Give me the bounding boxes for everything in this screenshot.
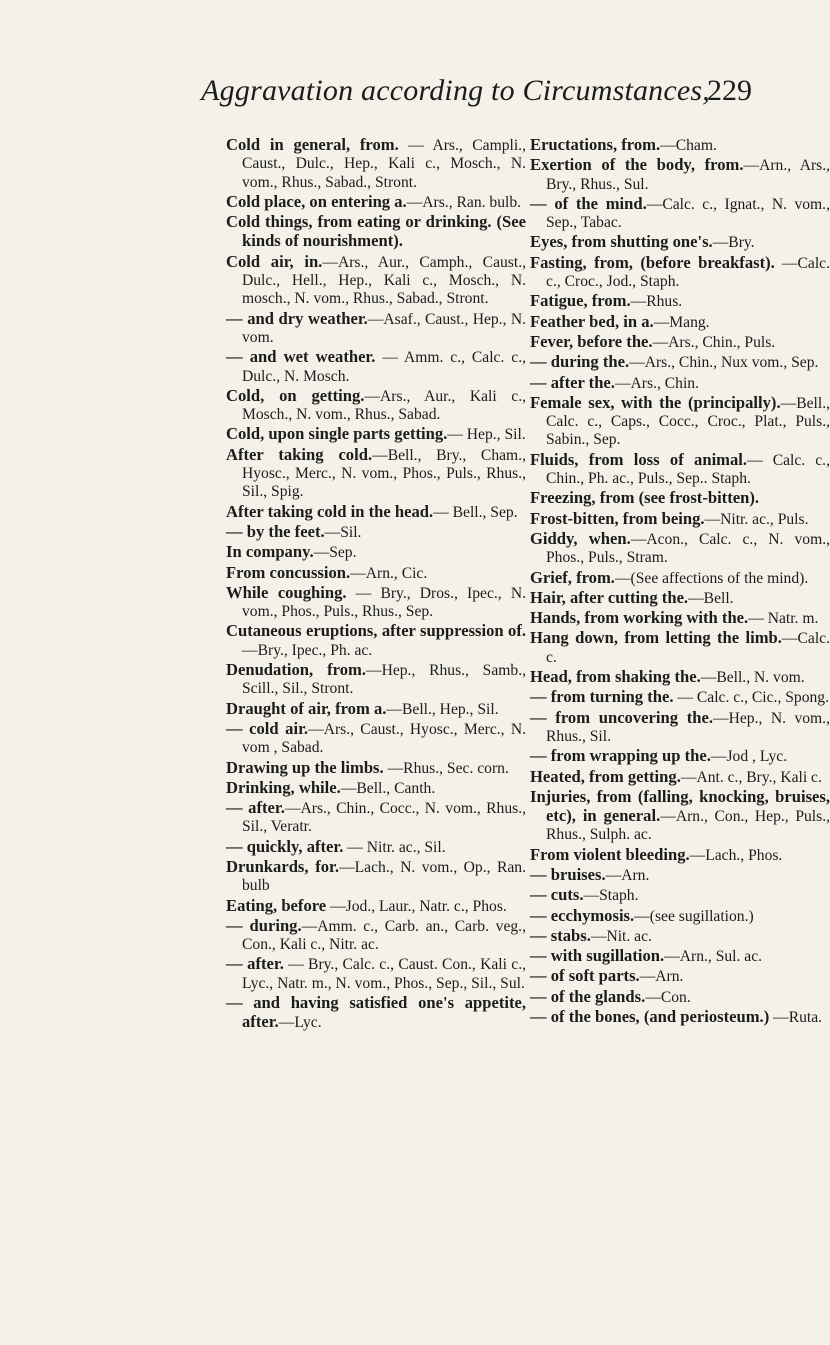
rubric-entry [530,451,830,489]
rubric-heading: Fasting, from, (before breakfast). [530,252,775,272]
remedy-list: —Rhus. [630,293,683,311]
rubric-heading: Fatigue, from. [530,291,631,311]
rubric-entry [226,955,526,993]
remedy-list: — Calc. c., Cic., Spong. [673,689,830,707]
rubric-heading: Female sex, with the (principally). [530,392,781,412]
rubric-entry [530,136,830,155]
rubric-heading: Drinking, while. [226,777,341,797]
rubric-heading: Feather bed, in a. [530,311,654,331]
rubric-entry [226,917,526,955]
rubric-entry [530,530,830,568]
remedy-list: —Ars., Chin., Cocc., N. vom., Rhus., Sil., Veratr. [242,800,526,836]
remedy-list: —Jod , Lyc. [710,748,788,766]
remedy-list: —Calc. c., Croc., Jod., Staph. [546,254,830,291]
rubric-entry [530,846,830,865]
rubric-entry [530,668,830,687]
rubric-heading: — and having satisfied one's appetite, after. [226,993,526,1032]
page-header [0,74,790,134]
rubric-heading: Cold in general, from. [226,135,399,154]
rubric-heading: Drawing up the limbs. [226,757,384,777]
remedy-list: —Lach., Phos. [689,846,783,864]
remedy-list: —Arn. [605,866,650,884]
rubric-entry [226,799,526,837]
rubric-entry [530,788,830,845]
rubric-entry [226,543,526,562]
remedy-list: —Ars., Ran. bulb. [406,193,522,211]
rubric-entry [530,1008,830,1027]
rubric-entry [530,156,830,194]
rubric-entry [226,700,526,719]
rubric-entry [226,858,526,896]
remedy-list: —Bell., Bry., Cham., Hyosc., Merc., N. vom., Phos., Puls., Rhus., Sil., Spig. [242,446,526,501]
remedy-list: — Natr. m. [748,610,819,628]
rubric-heading: — with sugillation. [530,946,665,966]
rubric-entry [530,688,830,707]
rubric-heading: — of the mind. [530,193,647,213]
remedy-list: —Sep. [313,544,357,562]
rubric-entry [530,988,830,1007]
rubric-entry [226,348,526,386]
rubric-heading: Cold place, on entering a. [226,191,407,211]
remedy-list: —Bell. [688,589,734,607]
remedy-list: —Hep., Rhus., Samb., Scill., Sil., Stront. [242,662,526,698]
rubric-heading: — of soft parts. [530,966,640,986]
rubric-entry [530,709,830,747]
rubric-entry [226,897,526,916]
rubric-heading: Head, from shaking the. [530,667,701,687]
rubric-entry [530,967,830,986]
rubric-entry [530,629,830,667]
remedy-list: —(see sugillation.) [634,907,754,925]
rubric-heading: Drunkards, for. [226,856,340,876]
rubric-heading: Cutaneous eruptions, after suppression of. [226,621,526,641]
remedy-list: — Hep., Sil. [447,426,526,444]
rubric-entry [226,759,526,778]
rubric-entry [226,838,526,857]
rubric-entry [530,233,830,252]
remedy-list: —Bell., Calc. c., Caps., Cocc., Croc., Plat., Puls., Sabin., Sep. [546,394,830,449]
remedy-list: —Bry., Ipec., Ph. ac. [242,641,373,659]
rubric-entry [226,720,526,758]
remedy-list: —Acon., Calc. c., N. vom., Phos., Puls., Stram. [546,530,830,567]
rubric-entry [530,394,830,450]
remedy-list: —Arn., Ars., Bry., Rhus., Sul. [546,157,830,193]
rubric-heading: Heated, from getting. [530,766,681,786]
rubric-entry [226,779,526,798]
rubric-heading: — after the. [530,372,615,392]
rubric-entry [226,387,526,425]
rubric-heading: Eructations, from. [530,135,661,154]
remedy-list: —Asaf., Caust., Hep., N. vom. [242,310,526,346]
remedy-list: —Staph. [583,887,639,905]
rubric-entry [226,213,526,252]
rubric-heading: In company. [226,542,314,562]
rubric-heading: — quickly, after. [226,836,344,856]
remedy-list: —Bell., Canth. [340,779,436,797]
rubric-heading: Cold, on getting. [226,385,365,405]
rubric-heading: — cuts. [530,885,584,905]
remedy-list: — Bry., Dros., Ipec., N. vom., Phos., Puls., Rhus., Sep. [242,584,526,621]
rubric-entry [530,254,830,292]
rubric-entry [530,886,830,905]
rubric-heading: Denudation, from. [226,660,366,680]
rubric-heading: — and wet weather. [226,347,376,367]
rubric-entry [530,374,830,393]
rubric-heading: After taking cold in the head. [226,501,434,521]
rubric-heading: — of the bones, (and periosteum.) [530,1007,770,1027]
remedy-list: —Bry. [712,234,755,252]
remedy-list: — Ars., Campli., Caust., Dulc., Hep., Kali c., Mosch., N. vom., Rhus., Sabad., Stront. [242,137,526,191]
remedy-list: —Arn. [639,968,684,986]
rubric-heading: — after. [226,798,285,818]
remedy-list: —Lach., N. vom., Op., Ran. bulb [242,858,527,895]
rubric-entry [530,609,830,628]
rubric-entry [226,193,526,212]
rubric-entry [530,195,830,233]
remedy-list: — Nitr. ac., Sil. [343,838,446,856]
rubric-entry [530,768,830,787]
rubric-heading: — cold air. [226,718,309,738]
rubric-heading: Cold, upon single parts getting. [226,424,448,444]
remedy-list: —Lyc. [278,1014,322,1032]
rubric-heading: — by the feet. [226,521,325,541]
rubric-entry [530,292,830,311]
running-title: Aggravation according to Circumstances, [201,74,710,107]
rubric-heading: — ecchymosis. [530,905,635,925]
rubric-heading: — during. [226,915,302,935]
rubric-entry [530,510,830,529]
rubric-entry [530,866,830,885]
rubric-heading: — and dry weather. [226,308,368,328]
rubric-heading: Giddy, when. [530,528,631,548]
rubric-heading: Frost-bitten, from being. [530,508,705,528]
rubric-heading: Grief, from. [530,567,615,587]
rubric-entry [530,589,830,608]
rubric-heading: Eyes, from shutting one's. [530,232,713,252]
remedy-list: —Bell., Hep., Sil. [386,700,499,718]
rubric-entry [530,333,830,352]
remedy-list: —Arn., Sul. ac. [664,948,763,966]
rubric-entry [226,446,526,502]
rubric-entry [530,907,830,926]
remedy-list: —Ant. c., Bry., Kali c. [680,768,822,786]
rubric-heading: Eating, before [226,895,327,915]
rubric-heading: After taking cold. [226,444,373,464]
remedy-list: —Jod., Laur., Natr. c., Phos. [326,897,507,915]
remedy-list: —Ruta. [769,1009,823,1027]
remedy-list: — Bry., Calc. c., Caust. Con., Kali c., Lyc., Natr. m., N. vom., Phos., Sep., Sil., Sul. [242,956,526,992]
remedy-list: —Hep., N. vom., Rhus., Sil. [546,709,830,745]
rubric-entry [226,523,526,542]
remedy-list: —Sil. [324,523,362,541]
right-column [530,136,830,1028]
rubric-heading: Injuries, from (falling, knocking, bruises, etc), in general. [530,786,830,826]
rubric-heading: Freezing, from (see frost-bitten). [530,488,760,508]
rubric-heading: From violent bleeding. [530,844,690,864]
rubric-entry [530,569,830,588]
rubric-heading: Cold things, from eating or drinking. (See kinds of nourishment). [226,212,526,251]
rubric-entry [226,503,526,522]
rubric-heading: While coughing. [226,582,347,602]
remedy-list: —Cham. [660,137,717,154]
remedy-list: —(See affections of the mind). [614,569,809,587]
remedy-list: —Nitr. ac., Puls. [704,510,809,528]
rubric-entry [530,747,830,766]
remedy-list: — Calc. c., Chin., Ph. ac., Puls., Sep.. Staph. [546,451,830,488]
rubric-heading: Exertion of the body, from. [530,155,744,175]
rubric-entry [530,353,830,372]
rubric-heading: From concussion. [226,562,351,582]
rubric-heading: — from turning the. [530,687,674,707]
left-column [226,136,526,1034]
rubric-heading: Fever, before the. [530,331,653,351]
rubric-heading: — bruises. [530,864,606,884]
rubric-heading: Hands, from working with the. [530,608,749,628]
rubric-heading: — after. [226,954,284,974]
remedy-list: —Ars., Chin., Puls. [652,333,776,351]
remedy-list: —Nit. ac. [590,927,652,945]
rubric-entry [226,253,526,309]
remedy-list: — Bell., Sep. [433,503,518,521]
rubric-entry [530,489,830,508]
remedy-list: —Con. [645,988,691,1006]
rubric-entry [530,313,830,332]
rubric-entry [226,584,526,622]
rubric-heading: Hair, after cutting the. [530,587,689,607]
remedy-list: —Ars., Chin., Nux vom., Sep. [629,354,819,372]
remedy-list: — Amm. c., Calc. c., Dulc., N. Mosch. [242,349,526,385]
rubric-heading: — from uncovering the. [530,707,713,727]
rubric-entry [530,927,830,946]
remedy-list: —Calc. c., Ignat., N. vom., Sep., Tabac. [546,195,830,232]
rubric-heading: Hang down, from letting the limb. [530,628,782,648]
rubric-entry [226,310,526,348]
rubric-heading: — of the glands. [530,986,646,1006]
remedy-list: —Mang. [653,313,710,331]
rubric-entry [226,136,526,192]
remedy-list: —Bell., N. vom. [700,669,805,687]
rubric-entry [226,622,526,660]
remedy-list: —Amm. c., Carb. an., Carb. veg., Con., Kali c., Nitr. ac. [242,917,526,954]
remedy-list: —Arn., Cic. [350,564,428,582]
rubric-entry [530,947,830,966]
page-number: 229 [707,74,752,107]
rubric-heading: Cold air, in. [226,251,323,271]
remedy-list: —Rhus., Sec. corn. [383,759,509,777]
rubric-entry [226,564,526,583]
remedy-list: —Arn., Con., Hep., Puls., Rhus., Sulph. ac. [546,808,830,844]
remedy-list: —Calc. c. [546,630,830,666]
rubric-entry [226,425,526,444]
rubric-heading: Fluids, from loss of animal. [530,449,748,469]
remedy-list: —Ars., Caust., Hyosc., Merc., N. vom , Sabad. [242,720,526,757]
remedy-list: —Ars., Chin. [614,374,699,392]
rubric-heading: — stabs. [530,925,591,945]
remedy-list: —Ars., Aur., Kali c., Mosch., N. vom., Rhus., Sabad. [242,387,526,424]
rubric-heading: Draught of air, from a. [226,698,387,718]
rubric-entry [226,661,526,699]
rubric-heading: — from wrapping up the. [530,746,711,766]
remedy-list: —Ars., Aur., Camph., Caust., Dulc., Hell., Hep., Kali c., Mosch., N. mosch., N. vom., Rhus., Sabad., Stront. [242,253,526,308]
rubric-entry [226,994,526,1033]
rubric-heading: — during the. [530,352,630,372]
